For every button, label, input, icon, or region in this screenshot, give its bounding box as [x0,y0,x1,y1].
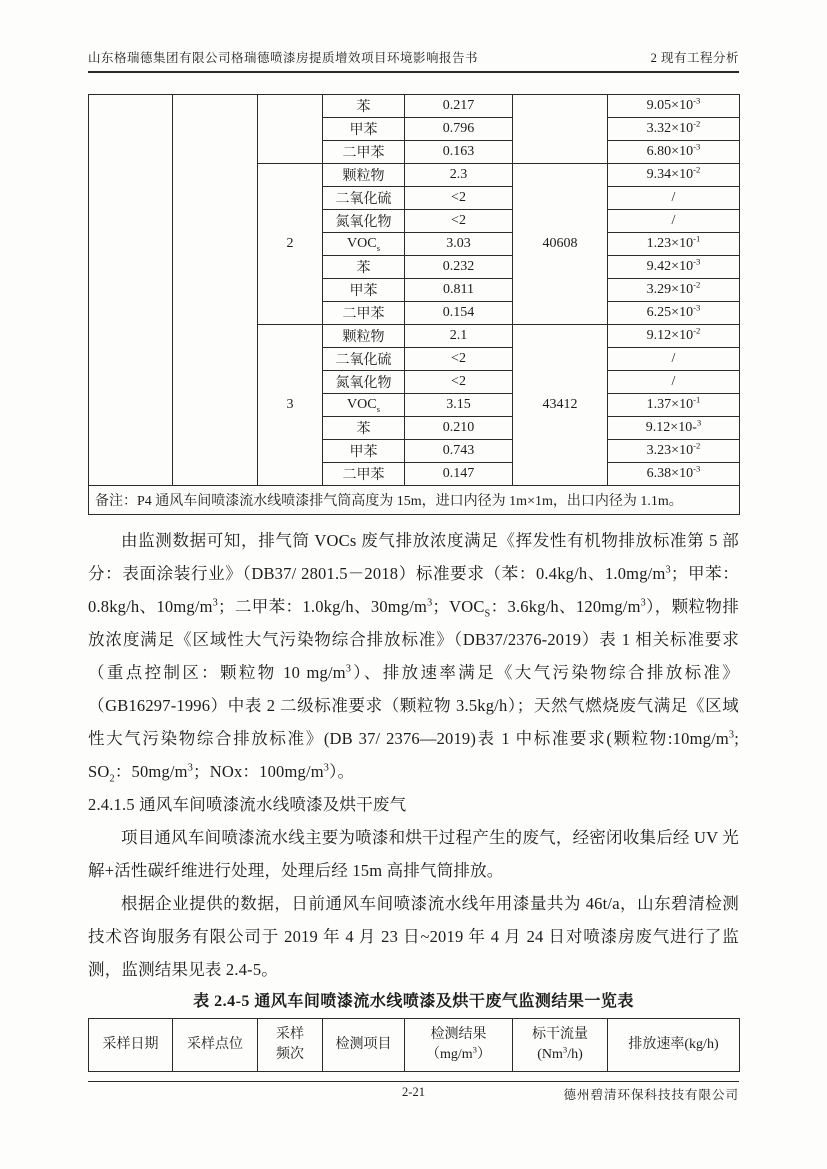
rate-value-cell: $3.29\times 10^{-2}$ [608,279,740,302]
result-value-cell: 0.147 [405,463,513,486]
result-value-cell: 0.210 [405,417,513,440]
pollutant-cell: $VOC_s$ [323,233,405,256]
result-value-cell: 0.154 [405,302,513,325]
pollutant-cell: 二甲苯 [323,141,405,164]
section-heading-2415: 2.4.1.5 通风车间喷漆流水线喷漆及烘干废气 [88,795,407,814]
pollutant-cell: 二氧化硫 [323,348,405,371]
sample-results-table [88,1018,740,1072]
pollutant-cell: 氮氧化物 [323,371,405,394]
sample-column-header: 排放速率(kg/h) [608,1019,740,1072]
table-245-title: 表 2.4-5 通风车间喷漆流水线喷漆及烘干废气监测结果一览表 [193,993,634,1010]
footer-company-name: 德州碧清环保科技技有限公司 [563,1088,739,1102]
monitor-results-table [88,94,740,515]
rate-value-cell: $9.42\times 10^{-3}$ [608,256,740,279]
flow-value-cell: 40608 [513,164,608,325]
rate-value-cell: $6.25\times 10^{-3}$ [608,302,740,325]
body-text [88,524,739,986]
sample-column-header: 采样点位 [173,1019,258,1072]
sample-table-header-row [89,1019,740,1072]
pollutant-cell: 颗粒物 [323,164,405,187]
rate-value-cell: $9.34\times 10^{-2}$ [608,164,740,187]
footer-page-number: 2-21 [402,1085,425,1099]
result-value-cell: <2 [405,371,513,394]
result-value-cell: 0.811 [405,279,513,302]
flow-value-cell [513,95,608,164]
pollutant-cell: 苯 [323,95,405,118]
result-value-cell: 2.3 [405,164,513,187]
pollutant-cell: 甲苯 [323,279,405,302]
result-value-cell: <2 [405,210,513,233]
rate-value-cell: / [608,371,740,394]
sample-column-header: 检测结果 $(mg/m^3)$ [405,1019,513,1072]
rate-value-cell: $3.23\times 10^{-2}$ [608,440,740,463]
table-note-cell: 备注：P4 通风车间喷漆流水线喷漆排气筒高度为 15m，进口内径为 1m×1m，出口内径为 1.1m。 [89,486,740,515]
result-value-cell: 2.1 [405,325,513,348]
result-value-cell: 3.15 [405,394,513,417]
paragraph-monitoring: 根据企业提供的数据，日前通风车间喷漆流水线年用漆量共为 46t/a，山东碧清检测技术咨询服务有限公司于 2019 年 4 月 23 日~2019 年 4 月 24 日对喷漆房废气进行了监测，监测结果见表 2.4-5。 [88,894,739,979]
pollutant-cell: $VOC_s$ [323,394,405,417]
sample-column-header: 采样日期 [89,1019,173,1072]
flow-value-cell: 43412 [513,325,608,486]
pollutant-cell: 颗粒物 [323,325,405,348]
paragraph-process: 项目通风车间喷漆流水线主要为喷漆和烘干过程产生的废气，经密闭收集后经 UV 光解+活性碳纤维进行处理，处理后经 15m 高排气筒排放。 [88,828,739,880]
pollutant-cell: 二氧化硫 [323,187,405,210]
header-chapter-label: 2 现有工程分析 [650,51,739,65]
rate-value-cell: / [608,348,740,371]
frequency-cell: 3 [258,325,323,486]
rate-value-cell: $3.32\times 10^{-2}$ [608,118,740,141]
rate-value-cell: $9.05\times 10^{-3}$ [608,95,740,118]
pollutant-cell: 二甲苯 [323,463,405,486]
page-footer [88,1081,739,1105]
rate-value-cell: $9.12\times 10^{-2}$ [608,325,740,348]
sample-column-header: 标干流量 (Nm$^3$/h) [513,1019,608,1072]
paragraph-standards: 由监测数据可知，排气筒 VOCs 废气排放浓度满足《挥发性有机物排放标准第 5 部分：表面涂装行业》（DB37/ 2801.5－2018）标准要求（苯：0.4kg/h、$1.0mg/m^3$；甲苯：0.8kg/h、$10mg/m^3$；二甲苯：1.0kg/h、$30mg/m^3$；$VOC_S$：3.6kg/h、$120mg/m^3$），颗粒物排放浓度满足《区域性大气污染物综合排放标准》（DB37/2376-2019）表 1 相关标准要求（重点控制区：颗粒物 10 $mg/m^3$）、排放速率满足《大气污染物综合排放标准》（GB16297-1996）中表 2 二级标准要求（颗粒物 3.5kg/h）；天然气燃烧废气满足《区域性大气污染物综合排放标准》(DB 37/ 2376—2019)表 1 中标准要求(颗粒物$:10mg/m^3$; $SO_2$：$50mg/m^3$；NOx：$100mg/m^3$）。 [88,531,740,785]
monitor-row [89,95,740,118]
result-value-cell: 0.163 [405,141,513,164]
sample-column-header: 检测项目 [323,1019,405,1072]
rate-value-cell: $6.80\times 10^{-3}$ [608,141,740,164]
page-header [88,0,739,73]
frequency-cell: 2 [258,164,323,325]
header-report-title: 山东格瑞德集团有限公司格瑞德喷漆房提质增效项目环境影响报告书 [88,51,479,65]
rate-value-cell: $1.37\times 10^{-1}$ [608,394,740,417]
point-continuation-cell [173,95,258,486]
rate-value-cell: 9.12×10-$^3$ [608,417,740,440]
result-value-cell: 0.232 [405,256,513,279]
pollutant-cell: 甲苯 [323,440,405,463]
sample-column-header: 采样 频次 [258,1019,323,1072]
rate-value-cell: $6.38\times 10^{-3}$ [608,463,740,486]
rate-value-cell: / [608,210,740,233]
result-value-cell: 0.743 [405,440,513,463]
pollutant-cell: 甲苯 [323,118,405,141]
pollutant-cell: 氮氧化物 [323,210,405,233]
pollutant-cell: 苯 [323,417,405,440]
result-value-cell: <2 [405,187,513,210]
monitor-note-row [89,486,740,515]
result-value-cell: <2 [405,348,513,371]
date-continuation-cell [89,95,173,486]
pollutant-cell: 苯 [323,256,405,279]
result-value-cell: 0.217 [405,95,513,118]
rate-value-cell: / [608,187,740,210]
result-value-cell: 0.796 [405,118,513,141]
rate-value-cell: $1.23\times 10^{-1}$ [608,233,740,256]
pollutant-cell: 二甲苯 [323,302,405,325]
frequency-cell [258,95,323,164]
result-value-cell: 3.03 [405,233,513,256]
monitor-table-body [89,95,740,515]
